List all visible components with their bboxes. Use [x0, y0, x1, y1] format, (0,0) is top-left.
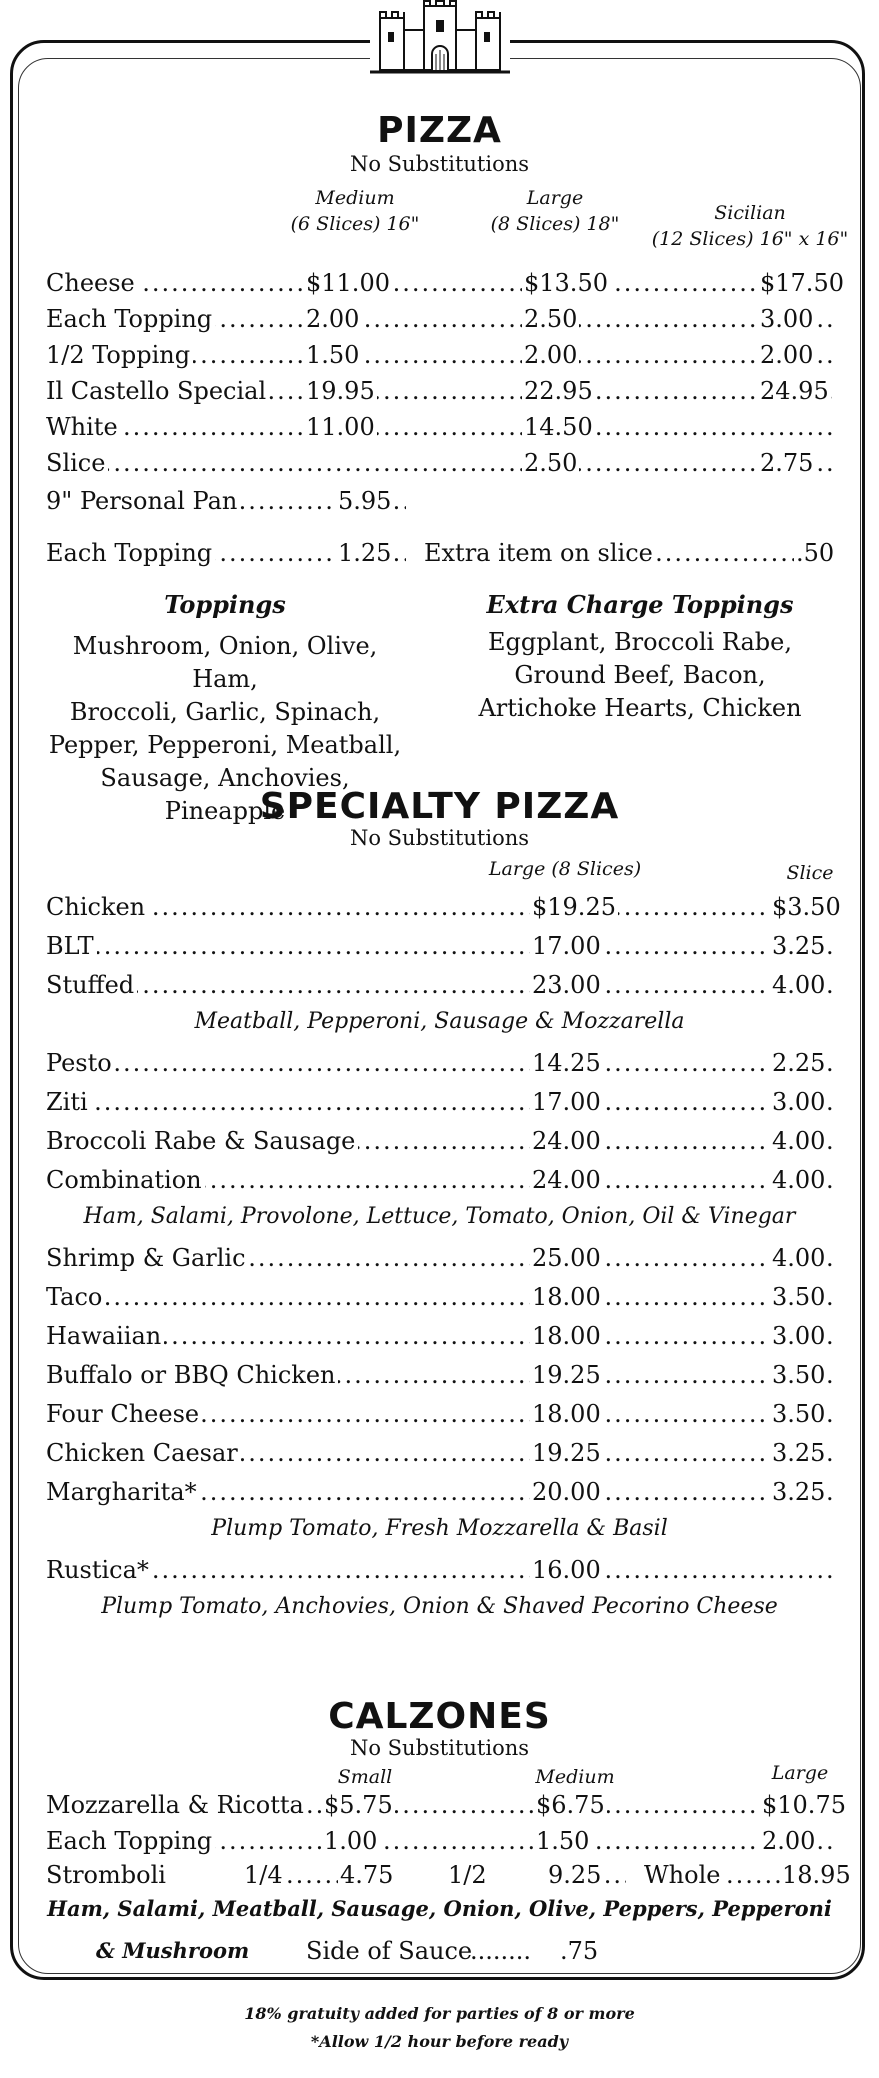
- price-slice: 3.25: [770, 1436, 827, 1470]
- item-description: Meatball, Pepperoni, Sausage & Mozzarella: [194, 1009, 685, 1034]
- pizza-row: [46, 374, 836, 408]
- item-name: 9" Personal Pan: [46, 484, 240, 518]
- leader-dots: [46, 266, 836, 300]
- item-name: Hawaiian: [46, 1319, 164, 1353]
- price-medium: $11.00: [304, 266, 392, 300]
- price-slice: 3.00: [770, 1319, 827, 1353]
- item-name: Margharita*: [46, 1475, 200, 1509]
- calzones-title: CALZONES: [328, 1696, 551, 1737]
- item-name: Il Castello Special: [46, 374, 269, 408]
- extra-toppings-line: Eggplant, Broccoli Rabe,: [488, 628, 792, 656]
- price-slice: 3.00: [770, 1085, 827, 1119]
- price-large: 17.00: [530, 929, 603, 963]
- item-name: Ziti: [46, 1085, 91, 1119]
- toppings-line: Sausage, Anchovies, Pineapple: [100, 764, 350, 825]
- price-large: 24.00: [530, 1124, 603, 1158]
- price-medium: 11.00: [304, 410, 377, 444]
- item-name: 1/2 Topping: [46, 338, 193, 372]
- price-large: 18.00: [530, 1397, 603, 1431]
- pizza-title: PIZZA: [377, 110, 502, 151]
- price-large: 22.95: [522, 374, 595, 408]
- side-sauce-dots: ........: [470, 1937, 532, 1965]
- pizza-col-sicilian: [640, 200, 860, 252]
- specialty-row: [46, 1085, 836, 1119]
- item-name: Slice: [46, 446, 108, 480]
- specialty-row: [46, 1553, 836, 1587]
- price-large: 14.50: [522, 410, 595, 444]
- pizza-row: [46, 302, 836, 336]
- item-name: Stuffed: [46, 968, 137, 1002]
- specialty-subtitle: No Substitutions: [349, 826, 530, 850]
- price-sicilian: 24.95: [758, 374, 831, 408]
- price-large: 2.00: [760, 1824, 817, 1858]
- price-sicilian: 2.00: [758, 338, 815, 372]
- price-slice: 3.25: [770, 929, 827, 963]
- item-name: Broccoli Rabe & Sausage: [46, 1124, 358, 1158]
- personal-pan-row: [46, 484, 406, 518]
- item-description: Plump Tomato, Anchovies, Onion & Shaved Pecorino Cheese: [101, 1594, 778, 1619]
- price-large: 19.25: [530, 1436, 603, 1470]
- stromboli-price: 9.25: [546, 1858, 603, 1892]
- price-small: $5.75: [322, 1788, 395, 1822]
- stromboli-description-end: & Mushroom: [96, 1938, 250, 1963]
- leader-dots: [46, 446, 836, 480]
- specialty-row: [46, 1475, 836, 1509]
- extra-toppings-line: Artichoke Hearts, Chicken: [478, 694, 802, 722]
- leader-dots: [46, 1319, 836, 1353]
- item-name: Each Topping: [46, 1824, 215, 1858]
- specialty-row: [46, 1280, 836, 1314]
- item-name: Combination: [46, 1163, 205, 1197]
- price-medium: 1.50: [534, 1824, 591, 1858]
- item-name: Chicken Caesar: [46, 1436, 241, 1470]
- leader-dots: [46, 1280, 836, 1314]
- pizza-subtitle: No Substitutions: [349, 152, 530, 176]
- stromboli-row: [46, 1858, 851, 1892]
- pizza-col-large: [455, 185, 655, 237]
- specialty-row: [46, 1319, 836, 1353]
- specialty-row: [46, 929, 836, 963]
- toppings-line: Pepper, Pepperoni, Meatball,: [48, 731, 402, 759]
- item-name: Cheese: [46, 266, 138, 300]
- price-medium: 19.95: [304, 374, 377, 408]
- specialty-row: [46, 1046, 836, 1080]
- calzone-row: [46, 1788, 846, 1822]
- pizza-col-medium: [255, 185, 455, 237]
- side-sauce-price: .75: [560, 1937, 599, 1965]
- pizza-row: [46, 266, 844, 300]
- pizza-row: [46, 446, 836, 480]
- price-slice: 4.00: [770, 1124, 827, 1158]
- price-large: 19.25: [530, 1358, 603, 1392]
- calzones-subtitle: No Substitutions: [349, 1736, 530, 1760]
- specialty-title: SPECIALTY PIZZA: [259, 786, 620, 827]
- price-slice: 3.50: [770, 1358, 827, 1392]
- specialty-row: [46, 1163, 836, 1197]
- leader-dots: [46, 1046, 836, 1080]
- item-name: Extra item on slice: [424, 536, 656, 570]
- stromboli-description: Ham, Salami, Meatball, Sausage, Onion, Olive, Peppers, Pepperoni: [47, 1896, 832, 1921]
- extra-toppings-line: Ground Beef, Bacon,: [514, 661, 766, 689]
- price-slice: 3.50: [770, 1397, 827, 1431]
- item-name: Each Topping: [46, 536, 215, 570]
- calzone-col-medium: Medium: [535, 1766, 615, 1788]
- item-name: Rustica*: [46, 1553, 152, 1587]
- item-name: BLT: [46, 929, 97, 963]
- item-name: Chicken: [46, 890, 148, 924]
- col-sicilian-label: Sicilian: [714, 202, 786, 224]
- leader-dots: [46, 890, 836, 924]
- stromboli-qty: 1/4: [242, 1858, 285, 1892]
- price-medium: $6.75: [534, 1788, 607, 1822]
- price-large: 2.50: [522, 446, 579, 480]
- price-large: 2.50: [522, 302, 579, 336]
- pan-topping-row: [46, 536, 406, 570]
- extra-toppings-list: [450, 626, 830, 725]
- specialty-row: [46, 1241, 836, 1275]
- toppings-line: Mushroom, Onion, Olive, Ham,: [72, 632, 378, 693]
- stromboli-price: 4.75: [338, 1858, 395, 1892]
- specialty-row: [46, 1124, 836, 1158]
- specialty-row: [46, 1358, 836, 1392]
- leader-dots: [46, 410, 836, 444]
- price-large: 16.00: [530, 1553, 603, 1587]
- stromboli-qty: Whole: [642, 1858, 722, 1892]
- specialty-row: [46, 1397, 836, 1431]
- specialty-col-slice: Slice: [786, 862, 834, 884]
- price-medium: 2.00: [304, 302, 361, 336]
- pizza-row: [46, 410, 836, 444]
- calzone-col-small: Small: [337, 1766, 393, 1788]
- price-slice: 2.25: [770, 1046, 827, 1080]
- price-slice: 3.25: [770, 1475, 827, 1509]
- price-large: $10.75: [760, 1788, 848, 1822]
- price-slice: 4.00: [770, 1241, 827, 1275]
- specialty-row: [46, 890, 841, 924]
- price-slice: 4.00: [770, 968, 827, 1002]
- col-medium-size: (6 Slices) 16": [290, 213, 420, 235]
- item-name: Four Cheese: [46, 1397, 202, 1431]
- footer-gratuity: 18% gratuity added for parties of 8 or more: [244, 2004, 635, 2023]
- toppings-heading: Toppings: [164, 590, 286, 619]
- item-price: .50: [794, 536, 836, 570]
- calzone-row: [46, 1824, 836, 1858]
- item-name: White: [46, 410, 121, 444]
- col-sicilian-size: (12 Slices) 16" x 16": [651, 228, 849, 250]
- col-large-size: (8 Slices) 18": [490, 213, 620, 235]
- leader-dots: [46, 968, 836, 1002]
- item-name: Mozzarella & Ricotta: [46, 1788, 307, 1822]
- col-large-label: Large: [526, 187, 584, 209]
- specialty-col-large: Large (8 Slices): [488, 858, 642, 880]
- price-small: 1.00: [322, 1824, 379, 1858]
- item-description: Plump Tomato, Fresh Mozzarella & Basil: [211, 1516, 668, 1541]
- price-large: $13.50: [522, 266, 610, 300]
- castle-logo-icon: [370, 0, 510, 74]
- item-price: 1.25: [336, 536, 393, 570]
- price-large: 24.00: [530, 1163, 603, 1197]
- price-medium: 1.50: [304, 338, 361, 372]
- specialty-row: [46, 968, 836, 1002]
- item-description: Ham, Salami, Provolone, Lettuce, Tomato, Onion, Oil & Vinegar: [83, 1204, 796, 1229]
- item-name: Pesto: [46, 1046, 115, 1080]
- price-slice: 3.50: [770, 1280, 827, 1314]
- item-name: Stromboli: [46, 1858, 169, 1892]
- extra-item-row: [424, 536, 834, 570]
- stromboli-qty: 1/2: [446, 1858, 489, 1892]
- price-sicilian: $17.50: [758, 266, 846, 300]
- price-large: 18.00: [530, 1319, 603, 1353]
- stromboli-price: 18.95: [780, 1858, 853, 1892]
- item-name: Each Topping: [46, 302, 215, 336]
- price-sicilian: 2.75: [758, 446, 815, 480]
- side-sauce-label: Side of Sauce: [306, 1937, 473, 1965]
- leader-dots: [46, 929, 836, 963]
- col-medium-label: Medium: [315, 187, 395, 209]
- calzone-col-large: Large: [771, 1762, 829, 1784]
- price-slice: 4.00: [770, 1163, 827, 1197]
- price-large: 2.00: [522, 338, 579, 372]
- specialty-row: [46, 1436, 836, 1470]
- price-large: 17.00: [530, 1085, 603, 1119]
- stromboli-desc-sauce-row: [96, 1934, 796, 1968]
- item-price: 5.95: [336, 484, 393, 518]
- pizza-row: [46, 338, 836, 372]
- extra-toppings-heading: Extra Charge Toppings: [486, 590, 794, 619]
- leader-dots: [46, 1553, 836, 1587]
- price-slice: $3.50: [770, 890, 843, 924]
- price-large: 20.00: [530, 1475, 603, 1509]
- toppings-line: Broccoli, Garlic, Spinach,: [69, 698, 381, 726]
- item-name: Buffalo or BBQ Chicken: [46, 1358, 338, 1392]
- price-large: 25.00: [530, 1241, 603, 1275]
- price-large: 18.00: [530, 1280, 603, 1314]
- price-large: 14.25: [530, 1046, 603, 1080]
- price-large: 23.00: [530, 968, 603, 1002]
- price-large: $19.25: [530, 890, 618, 924]
- leader-dots: [46, 1085, 836, 1119]
- item-name: Taco: [46, 1280, 105, 1314]
- item-name: Shrimp & Garlic: [46, 1241, 249, 1275]
- price-sicilian: 3.00: [758, 302, 815, 336]
- footer-note: *Allow 1/2 hour before ready: [310, 2032, 569, 2051]
